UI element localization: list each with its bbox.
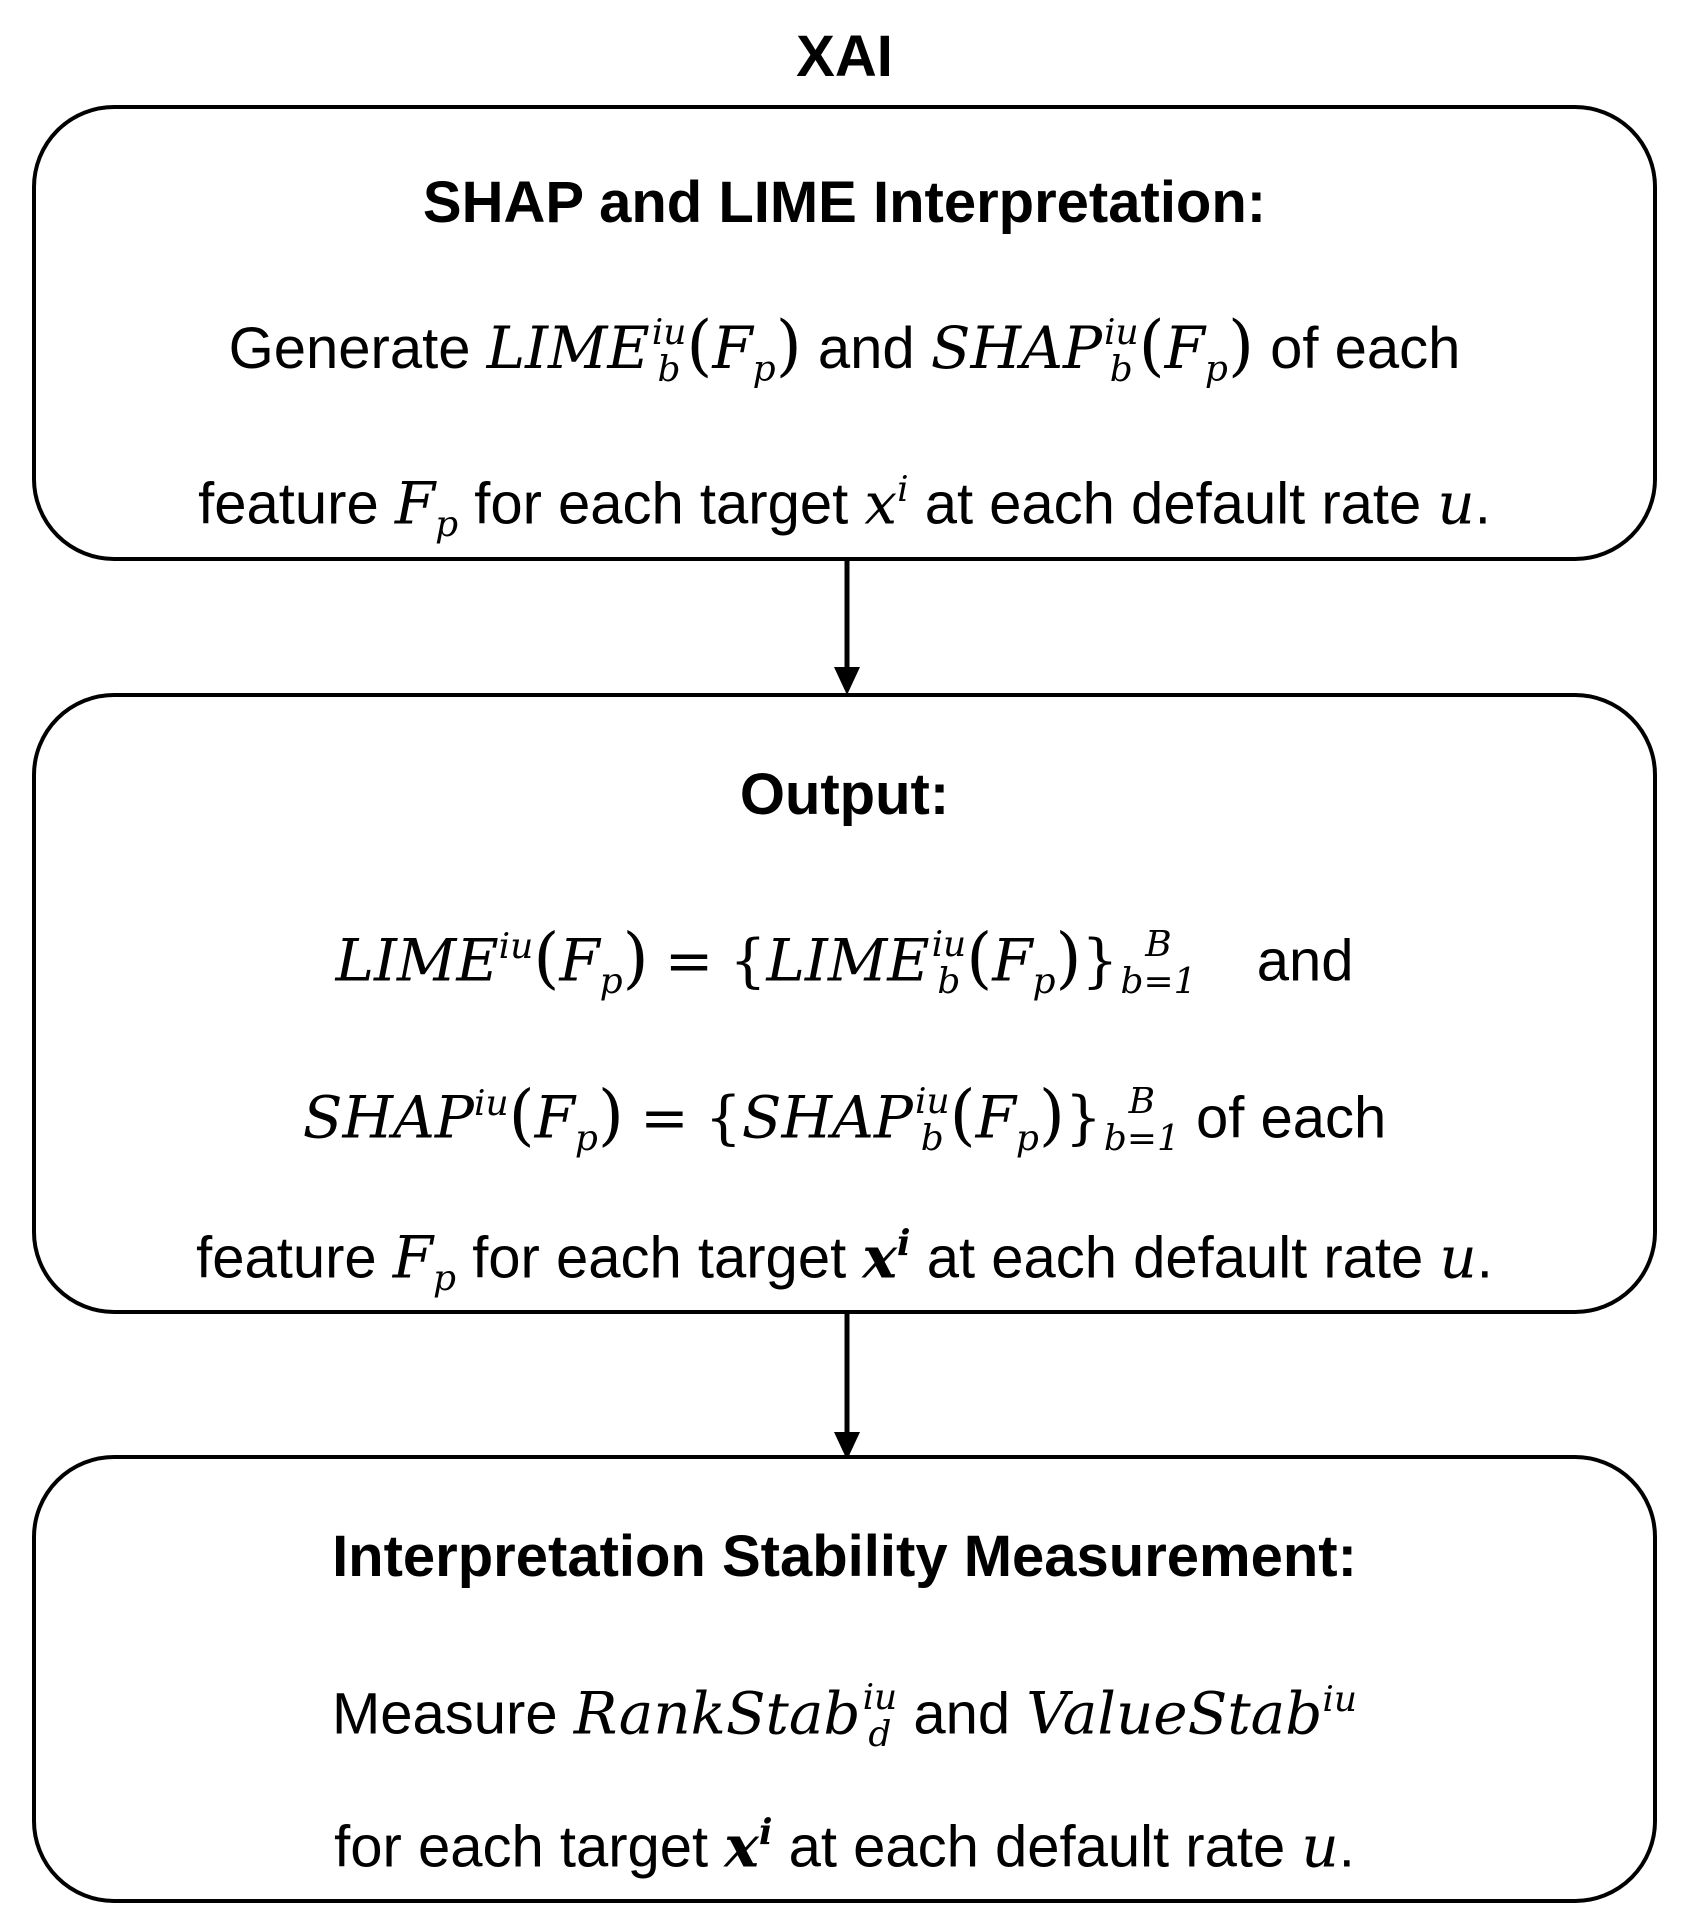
box1-line2: feature $F_p$ for each target $x^i$ at each default rate u. <box>198 469 1491 545</box>
output-box <box>32 693 1657 1314</box>
shap-equation: $SHAP^{iu}(F_p)$ = {SHAP iu b $(F_p)$} B b=1 of each <box>302 1075 1387 1159</box>
box1-line1-prefix: Generate <box>228 316 471 381</box>
box1-and: and <box>817 316 915 381</box>
stability-measurement-box <box>32 1455 1657 1903</box>
target-symbol: x <box>864 469 898 538</box>
rate-symbol: u <box>1437 469 1475 538</box>
shap-script: iu b <box>1103 311 1139 390</box>
valuestab-symbol: ValueStab <box>1026 1679 1323 1748</box>
box2-line3: feature $F_p$ for each target $x^i$ at each default rate u. <box>196 1222 1493 1299</box>
shap-symbol: SHAP <box>930 314 1102 382</box>
box2-heading: Output: <box>739 762 950 827</box>
diagram-title: XAI <box>796 24 893 89</box>
box3-heading: Interpretation Stability Measurement: <box>332 1524 1357 1589</box>
box1-line1: Generate LIME iu b $(F_p)$ and SHAP iu b $(F_p)$ of each <box>228 306 1461 390</box>
box1-line1-suffix: of each <box>1270 316 1461 381</box>
box3-line2: for each target $x^i$ at each default rate u. <box>334 1811 1355 1881</box>
lime-equation: $LIME^{iu}(F_p)$ = {LIME iu b $(F_p)$} B b=1 and <box>335 918 1354 1002</box>
arrow-down-icon <box>832 561 862 697</box>
box1-heading: SHAP and LIME Interpretation: <box>422 170 1267 235</box>
feature-symbol: F <box>394 469 436 538</box>
lime-script: iu b <box>651 311 687 390</box>
shap-lime-interpretation-box <box>32 105 1657 561</box>
lime-symbol: LIME <box>486 314 650 382</box>
box3-line1: Measure RankStab iu d and ValueStab$^{iu}$ <box>331 1677 1358 1755</box>
arrow-down-icon <box>832 1314 862 1462</box>
rankstab-symbol: RankStab <box>573 1679 861 1748</box>
